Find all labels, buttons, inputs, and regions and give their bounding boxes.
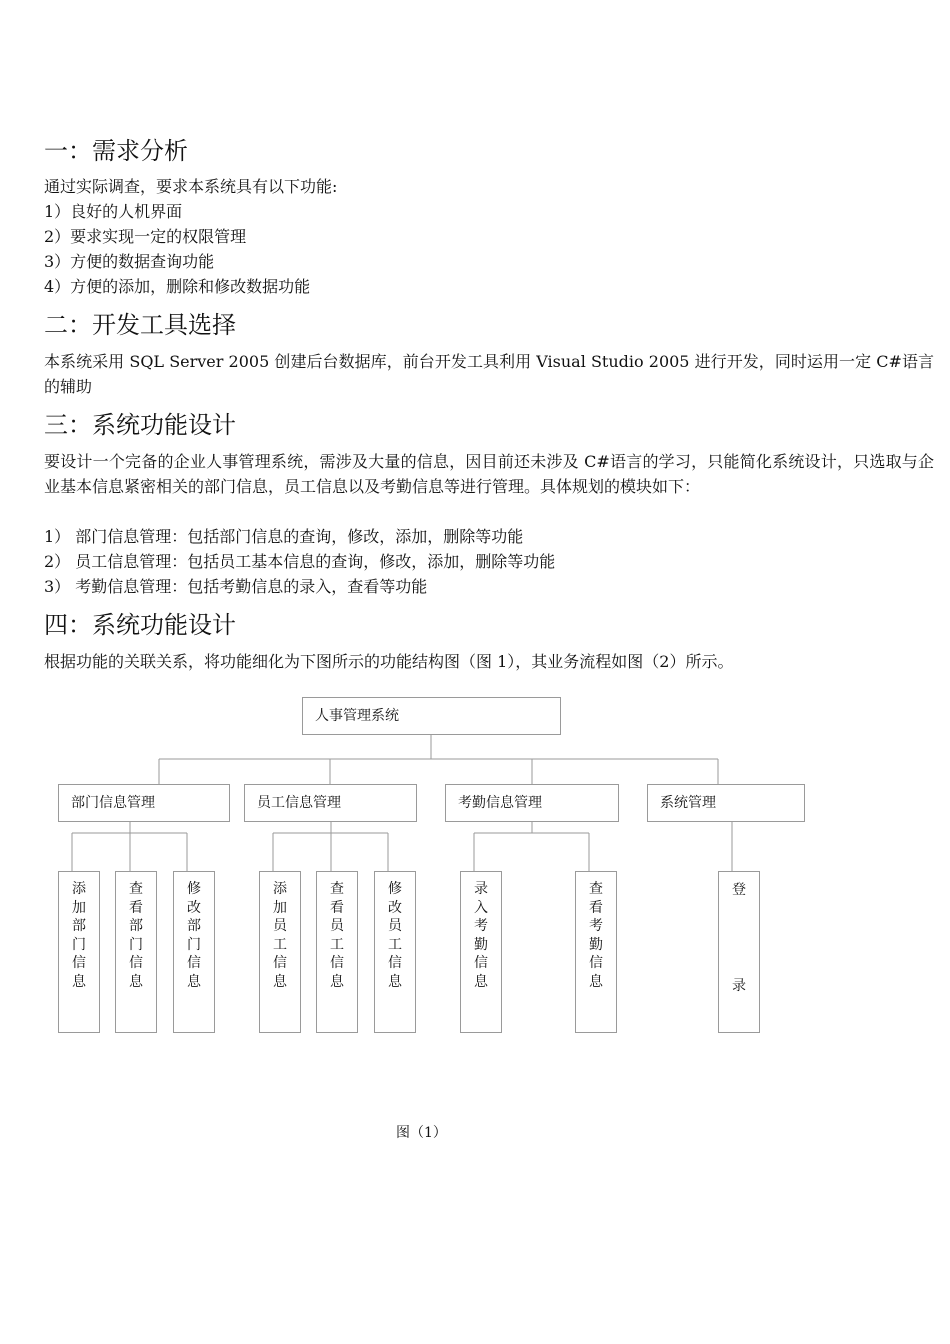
leaf-node-view-department [115,871,157,1033]
list-item: 4）方便的添加，删除和修改数据功能 [44,277,311,296]
leaf-node-add-employee [259,871,301,1033]
list-item: 1）良好的人机界面 [44,202,183,221]
module-node-department: 部门信息管理 [58,784,230,822]
section-heading-design-2: 四：系统功能设计 [44,611,236,639]
leaf-label: 添加部门信息 [72,881,86,990]
leaf-label: 查看部门信息 [129,881,143,990]
leaf-node-login [718,871,760,1033]
leaf-label: 录入考勤信息 [474,881,488,990]
list-item: 2）要求实现一定的权限管理 [44,227,247,246]
leaf-label: 查看考勤信息 [589,881,603,990]
leaf-label: 修改部门信息 [187,881,201,990]
leaf-node-record-attendance [460,871,502,1033]
list-item: 3） 考勤信息管理：包括考勤信息的录入，查看等功能 [44,577,428,596]
leaf-node-view-attendance [575,871,617,1033]
leaf-label: 登录 [732,882,746,994]
leaf-node-edit-department [173,871,215,1033]
module-node-employee: 员工信息管理 [244,784,417,822]
list-item: 3）方便的数据查询功能 [44,252,215,271]
module-node-attendance: 考勤信息管理 [445,784,619,822]
figure-caption: 图（1） [396,1125,447,1141]
leaf-label: 修改员工信息 [388,881,402,990]
diagram-intro-paragraph: 根据功能的关联关系，将功能细化为下图所示的功能结构图（图 1），其业务流程如图（2）所示。 [44,652,734,671]
module-node-system: 系统管理 [647,784,805,822]
leaf-label: 添加员工信息 [273,881,287,990]
section-heading-tools: 二：开发工具选择 [44,311,236,339]
section-heading-requirements: 一：需求分析 [44,137,188,165]
list-item: 1） 部门信息管理：包括部门信息的查询，修改，添加，删除等功能 [44,527,524,546]
section-heading-design: 三：系统功能设计 [44,411,236,439]
list-item: 通过实际调查，要求本系统具有以下功能: [44,177,338,196]
leaf-label: 查看员工信息 [330,881,344,990]
tools-paragraph: 本系统采用 SQL Server 2005 创建后台数据库，前台开发工具利用 Visual Studio 2005 进行开发，同时运用一定 C#语言的辅助 [44,352,934,396]
leaf-node-view-employee [316,871,358,1033]
design-paragraph: 要设计一个完备的企业人事管理系统，需涉及大量的信息，因目前还未涉及 C#语言的学习，只能简化系统设计，只选取与企业基本信息紧密相关的部门信息，员工信息以及考勤信息等进行管理。具体规划的模块如下： [44,452,934,496]
leaf-node-edit-employee [374,871,416,1033]
list-item: 2） 员工信息管理：包括员工基本信息的查询，修改，添加，删除等功能 [44,552,556,571]
leaf-node-add-department [58,871,100,1033]
diagram-root-node: 人事管理系统 [302,697,561,735]
